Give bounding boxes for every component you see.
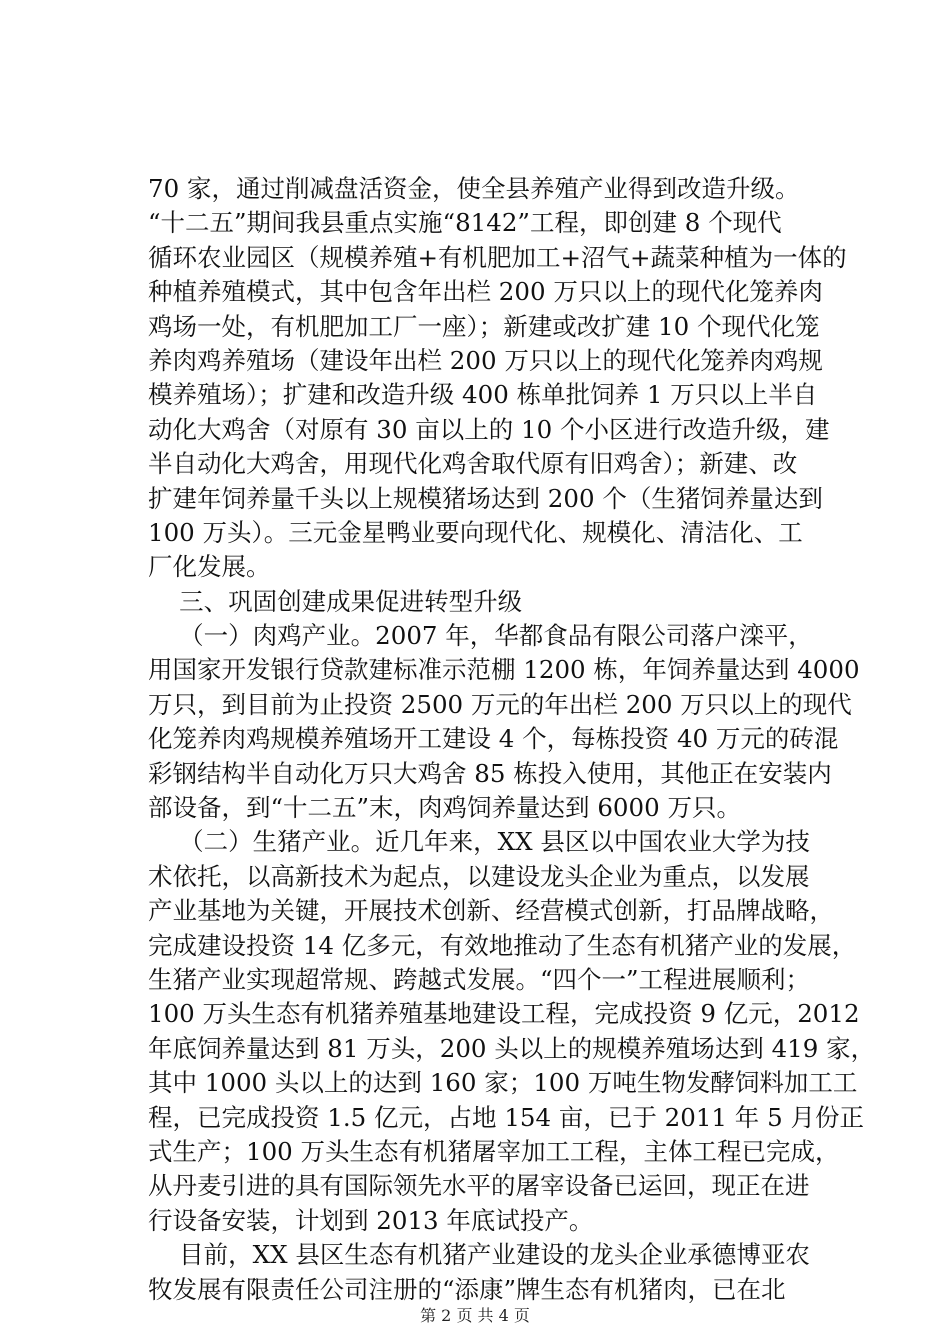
text-line: 部设备，到“十二五”末，肉鸡饲养量达到 6000 万只。 — [148, 793, 741, 823]
page-footer: 第 2 页 共 4 页 — [420, 1306, 530, 1325]
text-line: 循环农业园区（规模养殖+有机肥加工+沼气+蔬菜种植为一体的 — [148, 242, 847, 272]
text-line: 模养殖场）；扩建和改造升级 400 栋单批饲养 1 万只以上半自 — [148, 380, 818, 410]
text-line: 养肉鸡养殖场（建设年出栏 200 万只以上的现代化笼养肉鸡规 — [148, 345, 823, 375]
text-line: 100 万头）。三元金星鸭业要向现代化、规模化、清洁化、工 — [148, 517, 803, 547]
text-line: 完成建设投资 14 亿多元，有效地推动了生态有机猪产业的发展， — [148, 930, 857, 960]
text-line: 行设备安装，计划到 2013 年底试投产。 — [148, 1205, 594, 1235]
text-line: 生猪产业实现超常规、跨越式发展。“四个一”工程进展顺利； — [148, 964, 811, 994]
text-line: （二）生猪产业。近几年来，XX 县区以中国农业大学为技 — [148, 827, 810, 857]
text-line: 扩建年饲养量千头以上规模猪场达到 200 个（生猪饲养量达到 — [148, 483, 823, 513]
text-line: 牧发展有限责任公司注册的“添康”牌生态有机猪肉，已在北 — [148, 1274, 786, 1304]
text-line: 70 家，通过削减盘活资金，使全县养殖产业得到改造升级。 — [148, 174, 800, 203]
text-line: 术依托，以高新技术为起点，以建设龙头企业为重点，以发展 — [148, 861, 810, 891]
text-line: 100 万头生态有机猪养殖基地建设工程，完成投资 9 亿元，2012 — [148, 999, 860, 1029]
text-line: 其中 1000 头以上的达到 160 家；100 万吨生物发酵饲料加工工 — [148, 1068, 858, 1098]
text-line: 动化大鸡舍（对原有 30 亩以上的 10 个小区进行改造升级，建 — [148, 414, 830, 444]
text-line: 目前，XX 县区生态有机猪产业建设的龙头企业承德博亚农 — [148, 1240, 810, 1270]
text-line: 彩钢结构半自动化万只大鸡舍 85 栋投入使用，其他正在安装内 — [148, 758, 832, 788]
text-line: 种植养殖模式，其中包含年出栏 200 万只以上的现代化笼养肉 — [148, 277, 823, 307]
text-line: 半自动化大鸡舍，用现代化鸡舍取代原有旧鸡舍）；新建、改 — [148, 449, 798, 479]
text-line: 用国家开发银行贷款建标准示范棚 1200 栋，年饲养量达到 4000 — [148, 655, 860, 685]
text-line: 式生产；100 万头生态有机猪屠宰加工工程，主体工程已完成， — [148, 1136, 840, 1166]
text-line: 厂化发展。 — [148, 552, 271, 582]
text-line: 从丹麦引进的具有国际领先水平的屠宰设备已运回，现正在进 — [148, 1171, 810, 1201]
text-line: 化笼养肉鸡规模养殖场开工建设 4 个，每栋投资 40 万元的砖混 — [148, 724, 839, 754]
text-line: 程，已完成投资 1.5 亿元，占地 154 亩，已于 2011 年 5 月份正 — [148, 1102, 864, 1132]
text-line: （一）肉鸡产业。2007 年，华都食品有限公司落户滦平， — [148, 621, 813, 651]
text-line: 三、巩固创建成果促进转型升级 — [148, 586, 523, 616]
text-line: “十二五”期间我县重点实施“8142”工程，即创建 8 个现代 — [148, 208, 782, 238]
text-line: 年底饲养量达到 81 万头，200 头以上的规模养殖场达到 419 家， — [148, 1033, 876, 1063]
text-line: 产业基地为关键，开展技术创新、经营模式创新，打品牌战略， — [148, 896, 834, 926]
text-line: 鸡场一处，有机肥加工厂一座）；新建或改扩建 10 个现代化笼 — [148, 311, 820, 341]
text-line: 万只，到目前为止投资 2500 万元的年出栏 200 万只以上的现代 — [148, 689, 852, 719]
document-body — [148, 172, 876, 1307]
